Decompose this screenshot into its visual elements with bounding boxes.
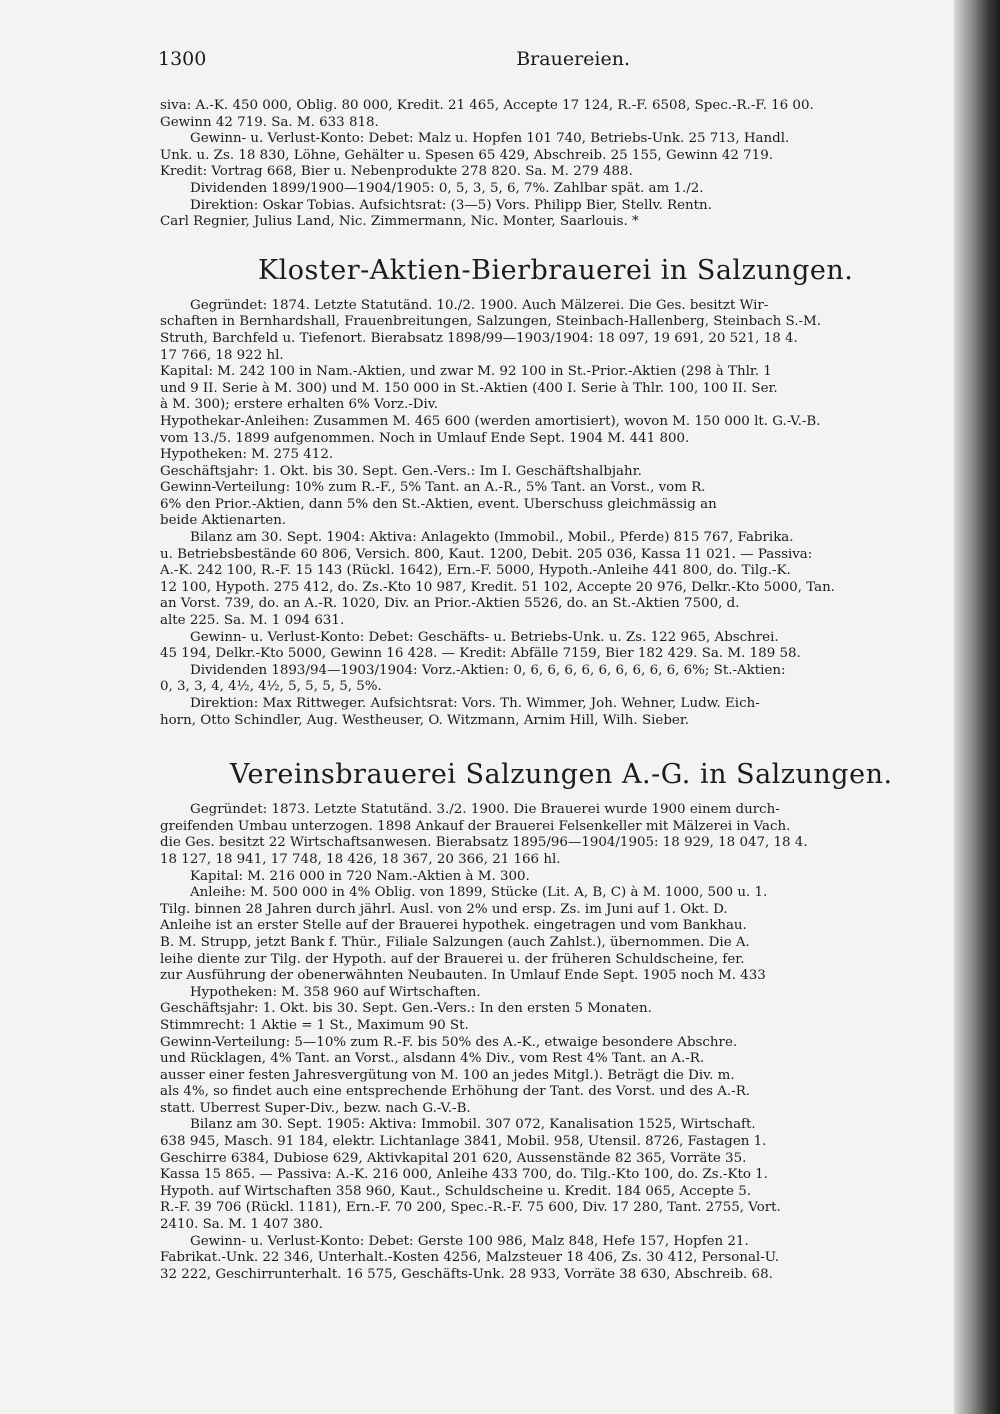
text-line: Gewinn-Verteilung: 10% zum R.-F., 5% Tant. an A.-R., 5% Tant. an Vorst., vom R. <box>160 480 706 496</box>
text-line: Geschäftsjahr: 1. Okt. bis 30. Sept. Gen.-Vers.: Im I. Geschäftshalbjahr. <box>160 463 642 479</box>
text-line: u. Betriebsbestände 60 806, Versich. 800, Kaut. 1200, Debit. 205 036, Kassa 11 021. — Passiva: <box>160 546 813 562</box>
text-line: Hypoth. auf Wirtschaften 358 960, Kaut., Schuldscheine u. Kredit. 184 065, Accepte 5. <box>160 1183 751 1199</box>
text-line: zur Ausführung der obenerwähnten Neubauten. In Umlauf Ende Sept. 1905 noch M. 433 <box>160 968 766 984</box>
text-line: die Ges. besitzt 22 Wirtschaftsanwesen. Bierabsatz 1895/96—1904/1905: 18 929, 18 047, 18 4. <box>160 835 808 851</box>
text-line: 2410. Sa. M. 1 407 380. <box>160 1217 323 1233</box>
text-line: Gewinn- u. Verlust-Konto: Debet: Malz u. Hopfen 101 740, Betriebs-Unk. 25 713, Handl. <box>190 131 790 147</box>
text-line: 638 945, Masch. 91 184, elektr. Lichtanlage 3841, Mobil. 958, Utensil. 8726, Fastagen 1. <box>160 1134 767 1150</box>
text-line: horn, Otto Schindler, Aug. Westheuser, O. Witzmann, Arnim Hill, Wilh. Sieber. <box>160 712 690 728</box>
top-entry <box>160 98 940 231</box>
text-line: ausser einer festen Jahresvergütung von M. 100 an jedes Mitgl.). Beträgt die Div. m. <box>160 1067 735 1083</box>
text-line: Gewinn 42 719. Sa. M. 633 818. <box>160 114 379 130</box>
text-line: Tilg. binnen 28 Jahren durch jährl. Ausl. von 2% und ersp. Zs. im Juni auf 1. Okt. D. <box>160 901 728 917</box>
text-line: leihe diente zur Tilg. der Hypoth. auf der Brauerei u. der früheren Schuldscheine, fer. <box>160 951 745 967</box>
text-line: Anleihe ist an erster Stelle auf der Brauerei hypothek. eingetragen und vom Bankhau. <box>160 918 747 934</box>
text-line: Direktion: Oskar Tobias. Aufsichtsrat: (3—5) Vors. Philipp Bier, Stellv. Rentn. <box>190 197 712 213</box>
section-title: Vereinsbrauerei Salzungen A.-G. in Salzungen. <box>230 759 893 791</box>
text-line: Bilanz am 30. Sept. 1905: Aktiva: Immobil. 307 072, Kanalisation 1525, Wirtschaft. <box>190 1117 756 1133</box>
text-line: Kapital: M. 242 100 in Nam.-Aktien, und zwar M. 92 100 in St.-Prior.-Aktien (298 à Thlr. 1 <box>160 364 772 380</box>
text-line: Geschäftsjahr: 1. Okt. bis 30. Sept. Gen.-Vers.: In den ersten 5 Monaten. <box>160 1001 652 1017</box>
text-line: vom 13./5. 1899 aufgenommen. Noch in Umlauf Ende Sept. 1904 M. 441 800. <box>160 430 690 446</box>
text-line: 12 100, Hypoth. 275 412, do. Zs.-Kto 10 987, Kredit. 51 102, Accepte 20 976, Delkr.-Kto 5000, Tan. <box>160 579 835 595</box>
text-line: Bilanz am 30. Sept. 1904: Aktiva: Anlagekto (Immobil., Mobil., Pferde) 815 767, Fabrika. <box>190 530 794 546</box>
text-line: Fabrikat.-Unk. 22 346, Unterhalt.-Kosten 4256, Malzsteuer 18 406, Zs. 30 412, Personal-U. <box>160 1250 780 1266</box>
document-page <box>160 48 940 1283</box>
text-line: siva: A.-K. 450 000, Oblig. 80 000, Kredit. 21 465, Accepte 17 124, R.-F. 6508, Spec.-R.-F. 16 00. <box>160 98 814 113</box>
section-1-body <box>160 298 940 729</box>
text-line: Gewinn- u. Verlust-Konto: Debet: Geschäfts- u. Betriebs-Unk. u. Zs. 122 965, Abschrei. <box>190 629 779 645</box>
text-line: Stimmrecht: 1 Aktie = 1 St., Maximum 90 St. <box>160 1017 469 1033</box>
text-line: alte 225. Sa. M. 1 094 631. <box>160 613 345 629</box>
text-line: greifenden Umbau unterzogen. 1898 Ankauf der Brauerei Felsenkeller mit Mälzerei in Vach. <box>160 818 791 834</box>
text-line: schaften in Bernhardshall, Frauenbreitungen, Salzungen, Steinbach-Hallenberg, Steinbach S.-M. <box>160 314 821 330</box>
text-line: Gegründet: 1874. Letzte Statutänd. 10./2. 1900. Auch Mälzerei. Die Ges. besitzt Wir- <box>190 297 769 313</box>
text-line: Dividenden 1893/94—1903/1904: Vorz.-Aktien: 0, 6, 6, 6, 6, 6, 6, 6, 6, 6, 6%; St.-Aktien: <box>190 662 786 678</box>
text-line: à M. 300); erstere erhalten 6% Vorz.-Div. <box>160 397 438 413</box>
section-title: Kloster-Aktien-Bierbrauerei in Salzungen. <box>258 254 854 286</box>
text-line: Hypothekar-Anleihen: Zusammen M. 465 600 (werden amortisiert), wovon M. 150 000 lt. G.-V.-B. <box>160 413 821 429</box>
text-line: Hypotheken: M. 275 412. <box>160 447 334 463</box>
text-line: A.-K. 242 100, R.-F. 15 143 (Rückl. 1642), Ern.-F. 5000, Hypoth.-Anleihe 441 800, do. Tilg.-K. <box>160 563 791 579</box>
text-line: Struth, Barchfeld u. Tiefenort. Bierabsatz 1898/99—1903/1904: 18 097, 19 691, 20 521, 18 4. <box>160 330 798 346</box>
text-line: statt. Überrest Super-Div., bezw. nach G.-V.-B. <box>160 1100 471 1116</box>
page-header <box>160 48 940 70</box>
text-line: Gewinn-Verteilung: 5—10% zum R.-F. bis 50% des A.-K., etwaige besondere Abschre. <box>160 1034 738 1050</box>
text-line: und 9 II. Serie à M. 300) und M. 150 000 in St.-Aktien (400 I. Serie à Thlr. 100, 100 II. Ser. <box>160 380 778 396</box>
page-edge-shadow <box>954 0 1000 1414</box>
text-line: Unk. u. Zs. 18 830, Löhne, Gehälter u. Spesen 65 429, Abschreib. 25 155, Gewinn 42 719. <box>160 147 773 163</box>
text-line: 17 766, 18 922 hl. <box>160 347 284 363</box>
text-line: 45 194, Delkr.-Kto 5000, Gewinn 16 428. — Kredit: Abfälle 7159, Bier 182 429. Sa. M. 189 58. <box>160 646 801 662</box>
text-line: Anleihe: M. 500 000 in 4% Oblig. von 1899, Stücke (Lit. A, B, C) à M. 1000, 500 u. 1. <box>190 885 768 901</box>
text-line: 0, 3, 3, 4, 4½, 4½, 5, 5, 5, 5, 5%. <box>160 679 382 695</box>
text-line: Direktion: Max Rittweger. Aufsichtsrat: Vors. Th. Wimmer, Joh. Wehner, Ludw. Eich- <box>190 696 760 711</box>
text-line: Kredit: Vortrag 668, Bier u. Nebenprodukte 278 820. Sa. M. 279 488. <box>160 164 633 180</box>
text-line: beide Aktienarten. <box>160 513 287 529</box>
text-line: Gegründet: 1873. Letzte Statutänd. 3./2. 1900. Die Brauerei wurde 1900 einem durch- <box>190 802 780 818</box>
text-line: 6% den Prior.-Aktien, dann 5% den St.-Aktien, event. Überschuss gleichmässig an <box>160 496 717 512</box>
text-line: R.-F. 39 706 (Rückl. 1181), Ern.-F. 70 200, Spec.-R.-F. 75 600, Div. 17 280, Tant. 2755, Vort. <box>160 1200 781 1216</box>
text-line: Kassa 15 865. — Passiva: A.-K. 216 000, Anleihe 433 700, do. Tilg.-Kto 100, do. Zs.-Kto 1. <box>160 1167 768 1183</box>
text-line: 32 222, Geschirrunterhalt. 16 575, Geschäfts-Unk. 28 933, Vorräte 38 630, Abschreib. 68. <box>160 1266 773 1282</box>
text-line: als 4%, so findet auch eine entsprechende Erhöhung der Tant. des Vorst. und des A.-R. <box>160 1084 751 1100</box>
text-line: Hypotheken: M. 358 960 auf Wirtschaften. <box>190 984 481 1000</box>
text-line: und Rücklagen, 4% Tant. an Vorst., alsdann 4% Div., vom Rest 4% Tant. an A.-R. <box>160 1051 705 1067</box>
section-2-body <box>160 802 940 1283</box>
text-line: an Vorst. 739, do. an A.-R. 1020, Div. an Prior.-Aktien 5526, do. an St.-Aktien 7500, d. <box>160 596 740 612</box>
running-title: Brauereien. <box>516 48 630 70</box>
page-number: 1300 <box>158 48 207 70</box>
text-line: Kapital: M. 216 000 in 720 Nam.-Aktien à M. 300. <box>190 868 530 884</box>
text-line: Dividenden 1899/1900—1904/1905: 0, 5, 3, 5, 6, 7%. Zahlbar spät. am 1./2. <box>190 180 704 196</box>
text-line: B. M. Strupp, jetzt Bank f. Thür., Filiale Salzungen (auch Zahlst.), übernommen. Die A. <box>160 934 750 950</box>
text-line: Geschirre 6384, Dubiose 629, Aktivkapital 201 620, Aussenstände 82 365, Vorräte 35. <box>160 1150 747 1166</box>
text-line: 18 127, 18 941, 17 748, 18 426, 18 367, 20 366, 21 166 hl. <box>160 851 561 867</box>
text-line: Gewinn- u. Verlust-Konto: Debet: Gerste 100 986, Malz 848, Hefe 157, Hopfen 21. <box>190 1233 749 1249</box>
text-line: Carl Regnier, Julius Land, Nic. Zimmermann, Nic. Monter, Saarlouis. * <box>160 214 639 230</box>
